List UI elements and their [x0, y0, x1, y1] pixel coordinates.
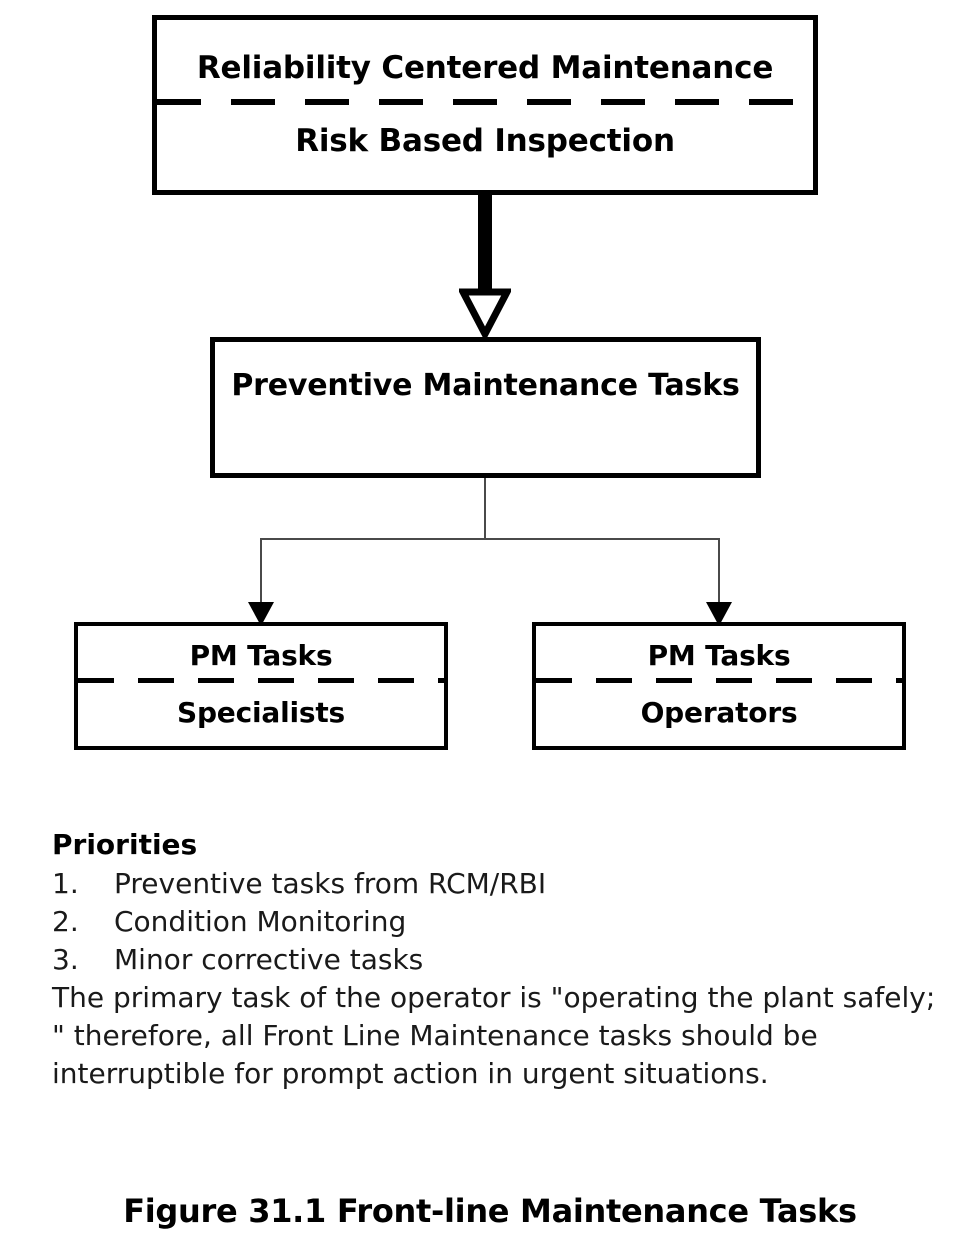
- list-item-marker: 2.: [52, 905, 79, 938]
- priorities-list: [52, 865, 952, 979]
- connector-to-leaf-left: [260, 538, 262, 610]
- dashed-divider-leaf-left: [78, 678, 444, 683]
- node-source-line1: Reliability Centered Maintenance: [196, 50, 774, 86]
- connector-source-to-middle-stem: [478, 195, 492, 298]
- node-leaf-left-line2: Specialists: [176, 696, 345, 729]
- dashed-divider-source: [157, 99, 813, 105]
- node-pm-tasks-operators: [532, 622, 906, 750]
- list-item: [52, 941, 952, 979]
- list-item: [52, 865, 952, 903]
- connector-horizontal-bar: [260, 538, 720, 540]
- open-arrowhead-icon: [459, 288, 511, 338]
- priorities-block: [52, 826, 952, 1093]
- connector-middle-drop: [484, 478, 486, 540]
- figure-caption: Figure 31.1 Front-line Maintenance Tasks: [123, 1192, 857, 1230]
- list-item-text: Preventive tasks from RCM/RBI: [114, 867, 547, 900]
- node-leaf-left-line1: PM Tasks: [189, 639, 333, 672]
- node-reliability-centered-maintenance: [152, 15, 818, 195]
- priorities-paragraph: The primary task of the operator is "operating the plant safely; " therefore, all Front Line Maintenance tasks should be interruptible for prompt action in urgent situations.: [52, 981, 936, 1090]
- list-item-marker: 1.: [52, 867, 79, 900]
- dashed-divider-leaf-right: [536, 678, 902, 683]
- node-middle-line1: Preventive Maintenance Tasks: [231, 368, 740, 403]
- node-leaf-right-line1: PM Tasks: [647, 639, 791, 672]
- node-pm-tasks-specialists: [74, 622, 448, 750]
- list-item-text: Condition Monitoring: [114, 905, 407, 938]
- node-preventive-maintenance-tasks: [210, 337, 761, 478]
- list-item: [52, 903, 952, 941]
- priorities-heading: Priorities: [52, 828, 198, 861]
- list-item-text: Minor corrective tasks: [114, 943, 424, 976]
- node-leaf-right-line2: Operators: [640, 696, 798, 729]
- connector-to-leaf-right: [718, 538, 720, 610]
- node-source-line2: Risk Based Inspection: [295, 123, 675, 159]
- list-item-marker: 3.: [52, 943, 79, 976]
